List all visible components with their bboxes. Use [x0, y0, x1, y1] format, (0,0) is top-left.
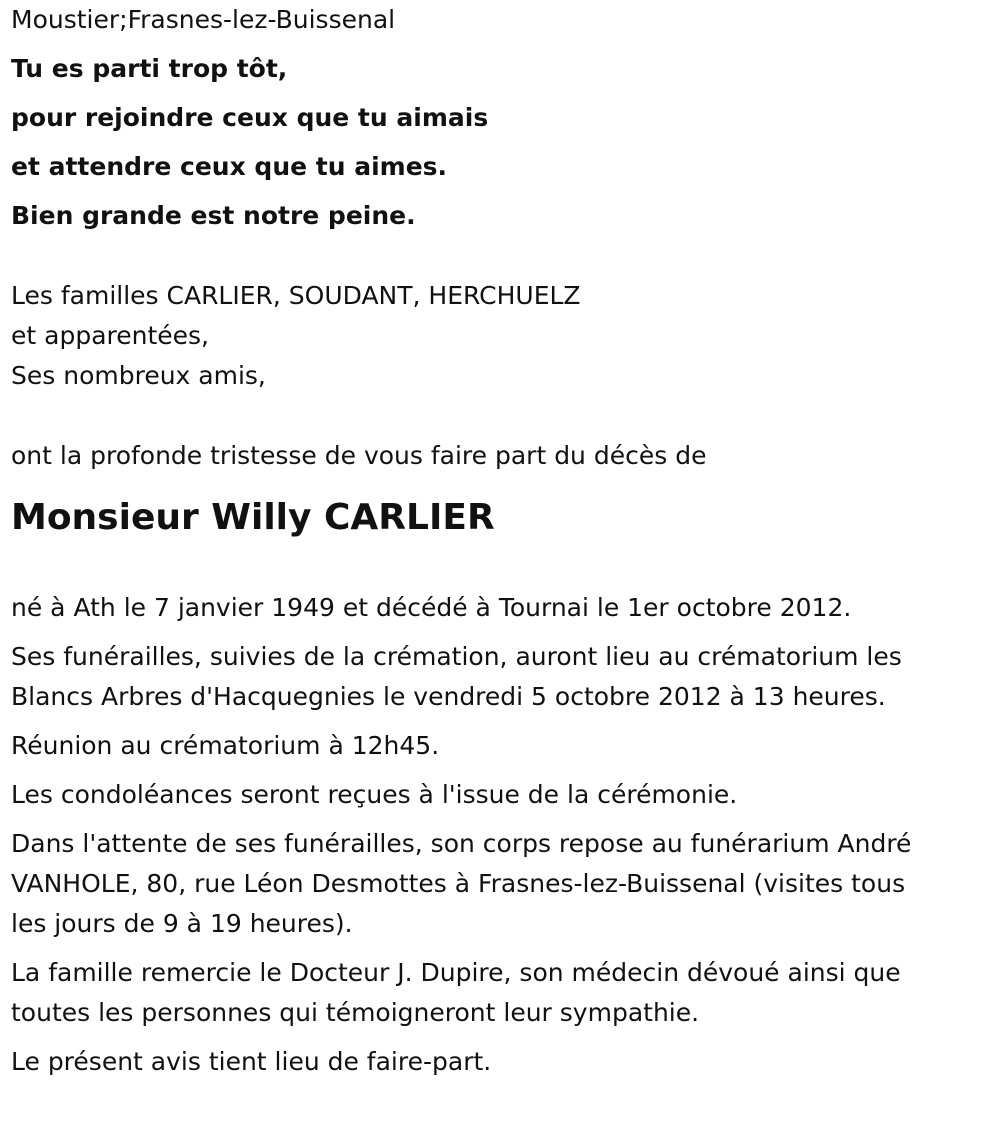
families-line: Les familles CARLIER, SOUDANT, HERCHUELZ: [11, 281, 581, 310]
reunion-paragraph: [11, 726, 986, 766]
location-line: Moustier;Frasnes-lez-Buissenal: [11, 5, 396, 34]
paragraph-line: Les condoléances seront reçues à l'issue de la cérémonie.: [11, 780, 738, 809]
paragraph-line: La famille remercie le Docteur J. Dupire, son médecin dévoué ainsi que: [11, 958, 901, 987]
deceased-name: Monsieur Willy CARLIER: [11, 497, 495, 538]
funerarium-paragraph: [11, 824, 986, 944]
families-line: Ses nombreux amis,: [11, 361, 266, 390]
paragraph-line: les jours de 9 à 19 heures).: [11, 909, 353, 938]
verse-line: Bien grande est notre peine.: [11, 201, 416, 230]
obituary-notice: [11, 0, 986, 1091]
verse-line: Tu es parti trop tôt,: [11, 54, 288, 83]
paragraph-line: Ses funérailles, suivies de la crémation, auront lieu au crématorium les: [11, 642, 902, 671]
closing-paragraph: [11, 1042, 986, 1082]
spacer: [11, 236, 986, 276]
condolences-paragraph: [11, 775, 986, 815]
paragraph-line: Le présent avis tient lieu de faire-part.: [11, 1047, 492, 1076]
verse-line: pour rejoindre ceux que tu aimais: [11, 103, 489, 132]
thanks-paragraph: [11, 953, 986, 1033]
paragraph-line: né à Ath le 7 janvier 1949 et décédé à Tournai le 1er octobre 2012.: [11, 593, 852, 622]
paragraph-line: toutes les personnes qui témoigneront leur sympathie.: [11, 998, 700, 1027]
verse-line: et attendre ceux que tu aimes.: [11, 152, 448, 181]
paragraph-line: VANHOLE, 80, rue Léon Desmottes à Frasnes-lez-Buissenal (visites tous: [11, 869, 906, 898]
announcement-text: ont la profonde tristesse de vous faire part du décès de: [11, 441, 707, 470]
paragraph-line: Blancs Arbres d'Hacquegnies le vendredi 5 octobre 2012 à 13 heures.: [11, 682, 886, 711]
families-line: et apparentées,: [11, 321, 209, 350]
paragraph-line: Réunion au crématorium à 12h45.: [11, 731, 440, 760]
paragraph-line: Dans l'attente de ses funérailles, son corps repose au funérarium André: [11, 829, 912, 858]
spacer: [11, 396, 986, 436]
birth-death-paragraph: [11, 588, 986, 628]
funeral-paragraph: [11, 637, 986, 717]
